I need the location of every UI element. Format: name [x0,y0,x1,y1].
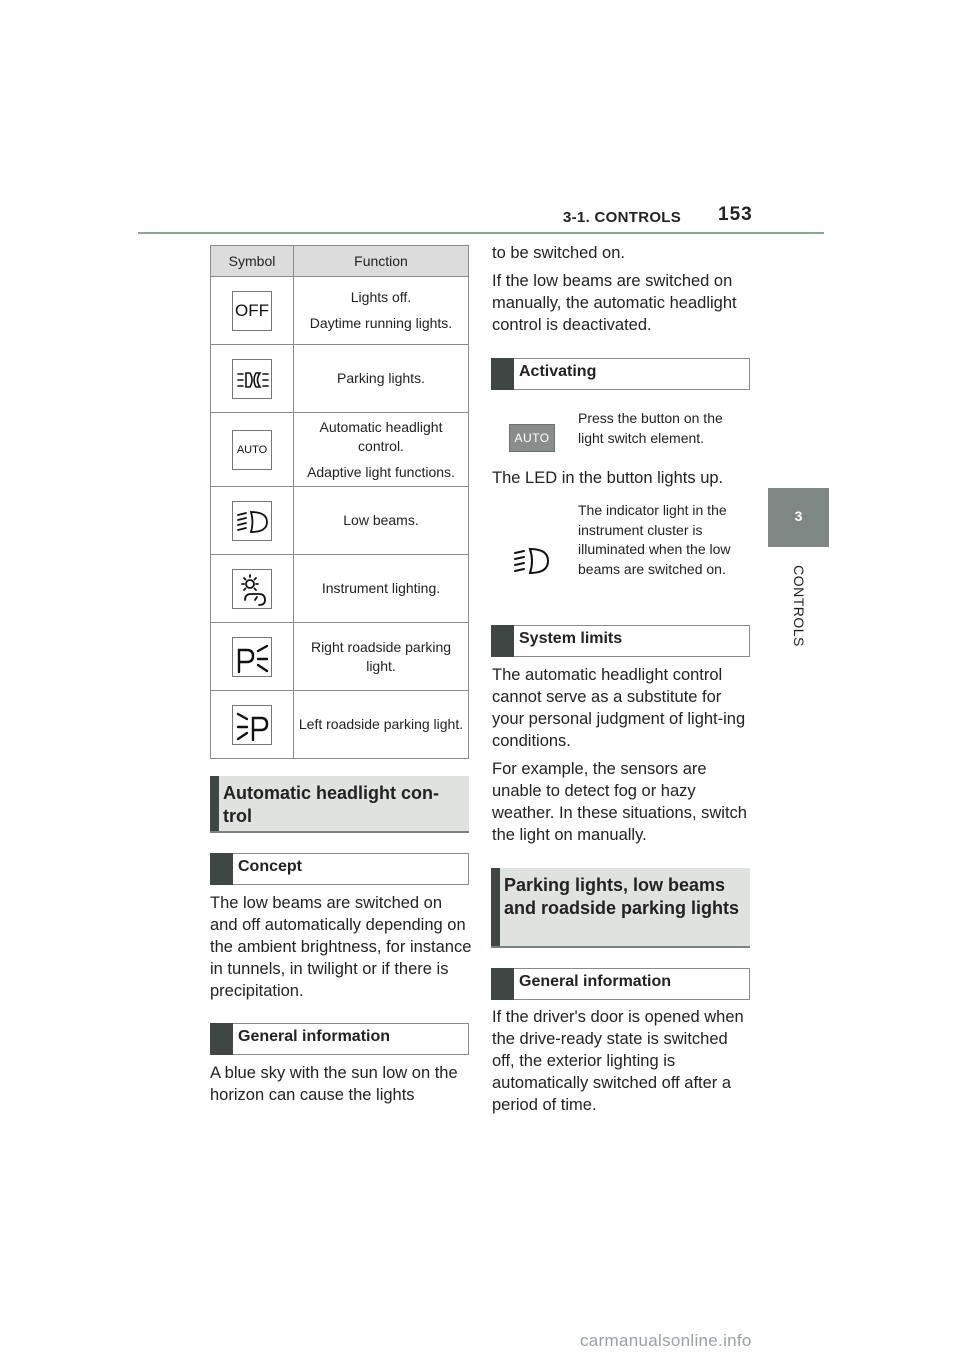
limits-paragraph-1: The automatic headlight control cannot serve as a substitute for your personal judgment of light-ing conditions. [492,666,746,750]
manual-paragraph: If the low beams are switched on manually, the automatic headlight control is deactivated. [492,272,737,334]
function-text: Left roadside parking light. [298,716,464,732]
function-text: Right roadside parking light. [310,638,452,674]
table-header-row [211,246,469,277]
table-row [211,691,469,759]
subheading-activating: Activating [491,358,750,390]
column-header-function: Function [294,246,469,277]
door-paragraph: If the driver's door is opened when the drive-ready state is switched off, the exterior lighting is automatically switched off after a period of time. [492,1008,744,1114]
table-row [211,623,469,691]
section-heading-automatic-headlight-control: Automatic headlight con-trol [210,776,469,833]
function-text: Adaptive light functions. [307,463,455,480]
chapter-tab-label: CONTROLS [791,565,807,647]
indicator-text: The indicator light in the instrument cluster is illuminated when the low beams are switched on. [578,502,731,577]
instrument-lighting-icon [232,569,272,609]
chapter-tab [768,488,829,547]
subheading-general-information: General information [210,1023,469,1055]
header-divider [138,232,824,234]
function-text: Low beams. [343,512,419,528]
chapter-tab-number: 3 [794,508,803,524]
function-text: Parking lights. [337,370,425,386]
subheading-general-information-right: General information [491,968,750,1000]
subheading-concept: Concept [210,853,469,885]
column-header-symbol: Symbol [211,246,294,277]
chapter-title: 3-1. CONTROLS [563,209,682,226]
limits-paragraph-2: For example, the sensors are unable to detect fog or hazy weather. In these situations, switch the light on manually. [492,760,747,844]
general-paragraph: A blue sky with the sun low on the horizon can cause the lights [210,1064,458,1104]
low-beam-indicator-icon [513,544,551,580]
concept-paragraph: The low beams are switched on and off automatically depending on the ambient brightness, for instance in tunnels, in twilight or if there is precipitation. [210,894,472,1000]
press-button-text: Press the button on the light switch element. [578,410,723,446]
symbol-function-table [210,245,469,759]
auto-button-icon: AUTO [509,424,555,452]
function-text: Lights off. [350,289,412,305]
table-row [211,277,469,345]
table-row [211,555,469,623]
parking-lights-icon [232,359,272,399]
page-number: 153 [718,204,753,225]
led-paragraph: The LED in the button lights up. [492,469,724,487]
watermark: carmanualsonline.info [580,1331,752,1350]
function-text: Instrument lighting. [321,580,441,596]
continued-paragraph: to be switched on. [492,244,625,262]
right-roadside-parking-icon [232,637,272,677]
table-row [211,487,469,555]
table-row [211,345,469,413]
subheading-system-limits: System limits [491,625,750,657]
low-beams-icon [232,501,272,541]
off-icon: OFF [232,291,272,331]
function-text: Automatic headlight control. [319,418,443,454]
section-heading-parking-lights: Parking lights, low beams and roadside parking lights [491,868,750,948]
auto-icon: AUTO [232,430,272,470]
left-roadside-parking-icon [232,705,272,745]
table-row [211,413,469,487]
function-text: Daytime running lights. [309,315,453,331]
